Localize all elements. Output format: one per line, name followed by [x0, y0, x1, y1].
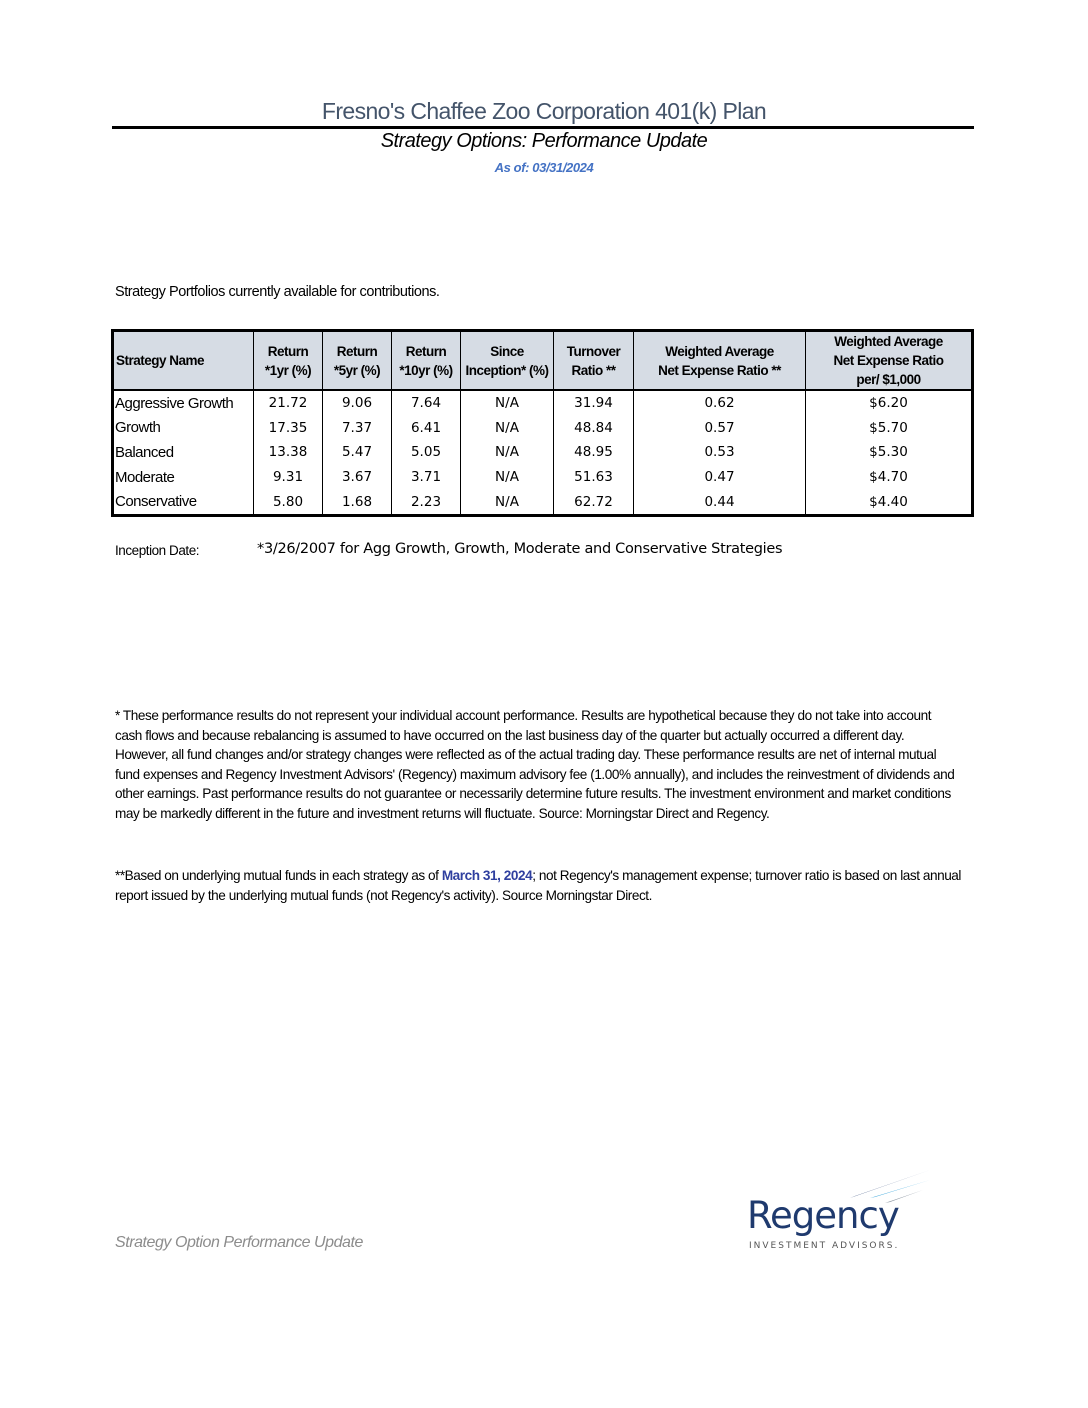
footnote-text: **Based on underlying mutual funds in each strategy as of: [115, 868, 442, 883]
column-header-line: Return: [267, 343, 309, 359]
table-cell: 21.72: [254, 390, 323, 416]
table-cell: 0.62: [634, 390, 806, 416]
strategy-name: Growth: [113, 416, 254, 441]
table-cell: $5.70: [806, 416, 973, 441]
column-header-line: Net Expense Ratio **: [658, 362, 781, 378]
inception-text: *3/26/2007 for Agg Growth, Growth, Moderate and Conservative Strategies: [257, 541, 783, 557]
column-header-line: Weighted Average: [665, 343, 774, 359]
table-cell: 3.67: [323, 465, 392, 490]
table-cell: 31.94: [554, 390, 634, 416]
intro-text: Strategy Portfolios currently available for contributions.: [115, 284, 440, 300]
table-cell: 7.37: [323, 416, 392, 441]
column-header-line: Turnover: [566, 343, 621, 359]
as-of-date: As of: 03/31/2024: [494, 160, 594, 175]
strategy-name: Moderate: [113, 465, 254, 490]
column-header-line: Weighted Average: [834, 334, 943, 349]
strategy-name: Conservative: [113, 489, 254, 515]
plan-title: Fresno's Chaffee Zoo Corporation 401(k) Plan: [321, 98, 767, 124]
column-header: [554, 331, 634, 391]
table-cell: 5.05: [392, 440, 461, 465]
table-cell: 62.72: [554, 489, 634, 515]
disclaimer-line: cash flows and because rebalancing is assumed to have occurred on the last business day of the quarter but actually occurred a different day.: [115, 727, 905, 743]
disclaimer-line: However, all fund changes and/or strategy changes were reflected as of the actual trading day. These performance results are net of internal mutual: [115, 747, 937, 762]
column-header: [254, 331, 323, 391]
disclaimer-line: may be markedly different in the future and investment returns will fluctuate. Source: Morningstar Direct and Regency.: [115, 805, 770, 821]
svg-text:INVESTMENT ADVISORS.: INVESTMENT ADVISORS.: [749, 1241, 900, 1251]
table-row: [113, 489, 973, 515]
column-header-line: *1yr (%): [264, 362, 312, 378]
strategy-name: Balanced: [113, 440, 254, 465]
strategy-name: Aggressive Growth: [113, 390, 254, 416]
performance-disclaimer: [115, 706, 975, 823]
footnote-date: March 31, 2024: [441, 868, 533, 883]
table-cell: 7.64: [392, 390, 461, 416]
column-header: [392, 331, 461, 391]
table-cell: 0.44: [634, 489, 806, 515]
performance-table: [111, 329, 974, 517]
table-cell: N/A: [461, 390, 554, 416]
table-cell: $4.40: [806, 489, 973, 515]
disclaimer-line: other earnings. Past performance results do not guarantee or necessarily determine future results. The investment environment and market conditions: [115, 786, 951, 801]
table-cell: 5.80: [254, 489, 323, 515]
column-header-line: Net Expense Ratio: [833, 353, 944, 368]
table-cell: 48.84: [554, 416, 634, 441]
table-row: [113, 390, 973, 416]
expense-footnote: [115, 866, 975, 905]
table-cell: N/A: [461, 416, 554, 441]
column-header-line: per/ $1,000: [856, 372, 921, 387]
table-cell: 17.35: [254, 416, 323, 441]
column-header: [461, 331, 554, 391]
column-header-line: Ratio **: [571, 362, 616, 378]
table-cell: 3.71: [392, 465, 461, 490]
table-cell: 6.41: [392, 416, 461, 441]
column-header-line: Since: [490, 343, 524, 359]
table-header-row: [113, 331, 973, 391]
column-header-line: Return: [336, 343, 378, 359]
disclaimer-line: fund expenses and Regency Investment Advisors' (Regency) maximum advisory fee (1.00% annually), and includes the reinvestment of dividends and: [115, 766, 955, 782]
table-cell: $4.70: [806, 465, 973, 490]
table-cell: 0.57: [634, 416, 806, 441]
table-cell: 9.31: [254, 465, 323, 490]
table-cell: $5.30: [806, 440, 973, 465]
page-footer: Strategy Option Performance Update: [115, 1234, 363, 1251]
column-header-line: *10yr (%): [399, 362, 453, 378]
column-header: [323, 331, 392, 391]
regency-logo: [745, 1165, 935, 1255]
column-header-line: *5yr (%): [333, 362, 381, 378]
column-header-line: Inception* (%): [465, 362, 549, 378]
footnote-text: ; not Regency's management expense; turnover ratio is based on last annual: [532, 868, 961, 883]
table-row: [113, 440, 973, 465]
table-cell: 48.95: [554, 440, 634, 465]
table-cell: N/A: [461, 489, 554, 515]
disclaimer-line: * These performance results do not represent your individual account performance. Results are hypothetical because they do not take into account: [115, 708, 932, 723]
table-cell: 0.53: [634, 440, 806, 465]
column-header: [634, 331, 806, 391]
table-cell: N/A: [461, 465, 554, 490]
title-divider: [112, 126, 974, 129]
svg-text:Regency: Regency: [747, 1194, 899, 1237]
column-header-line: Strategy Name: [116, 353, 205, 368]
table-cell: 5.47: [323, 440, 392, 465]
table-cell: 0.47: [634, 465, 806, 490]
column-header: [806, 331, 973, 391]
table-cell: 51.63: [554, 465, 634, 490]
table-row: [113, 416, 973, 441]
table-cell: 2.23: [392, 489, 461, 515]
column-header: [113, 331, 254, 391]
table-row: [113, 465, 973, 490]
table-cell: 13.38: [254, 440, 323, 465]
table-cell: $6.20: [806, 390, 973, 416]
table-cell: 9.06: [323, 390, 392, 416]
table-cell: N/A: [461, 440, 554, 465]
inception-label: Inception Date:: [115, 543, 200, 558]
subtitle: Strategy Options: Performance Update: [380, 130, 708, 152]
column-header-line: Return: [405, 343, 447, 359]
table-cell: 1.68: [323, 489, 392, 515]
footnote-text: report issued by the underlying mutual funds (not Regency's activity). Source Morningstar Direct.: [115, 887, 652, 903]
